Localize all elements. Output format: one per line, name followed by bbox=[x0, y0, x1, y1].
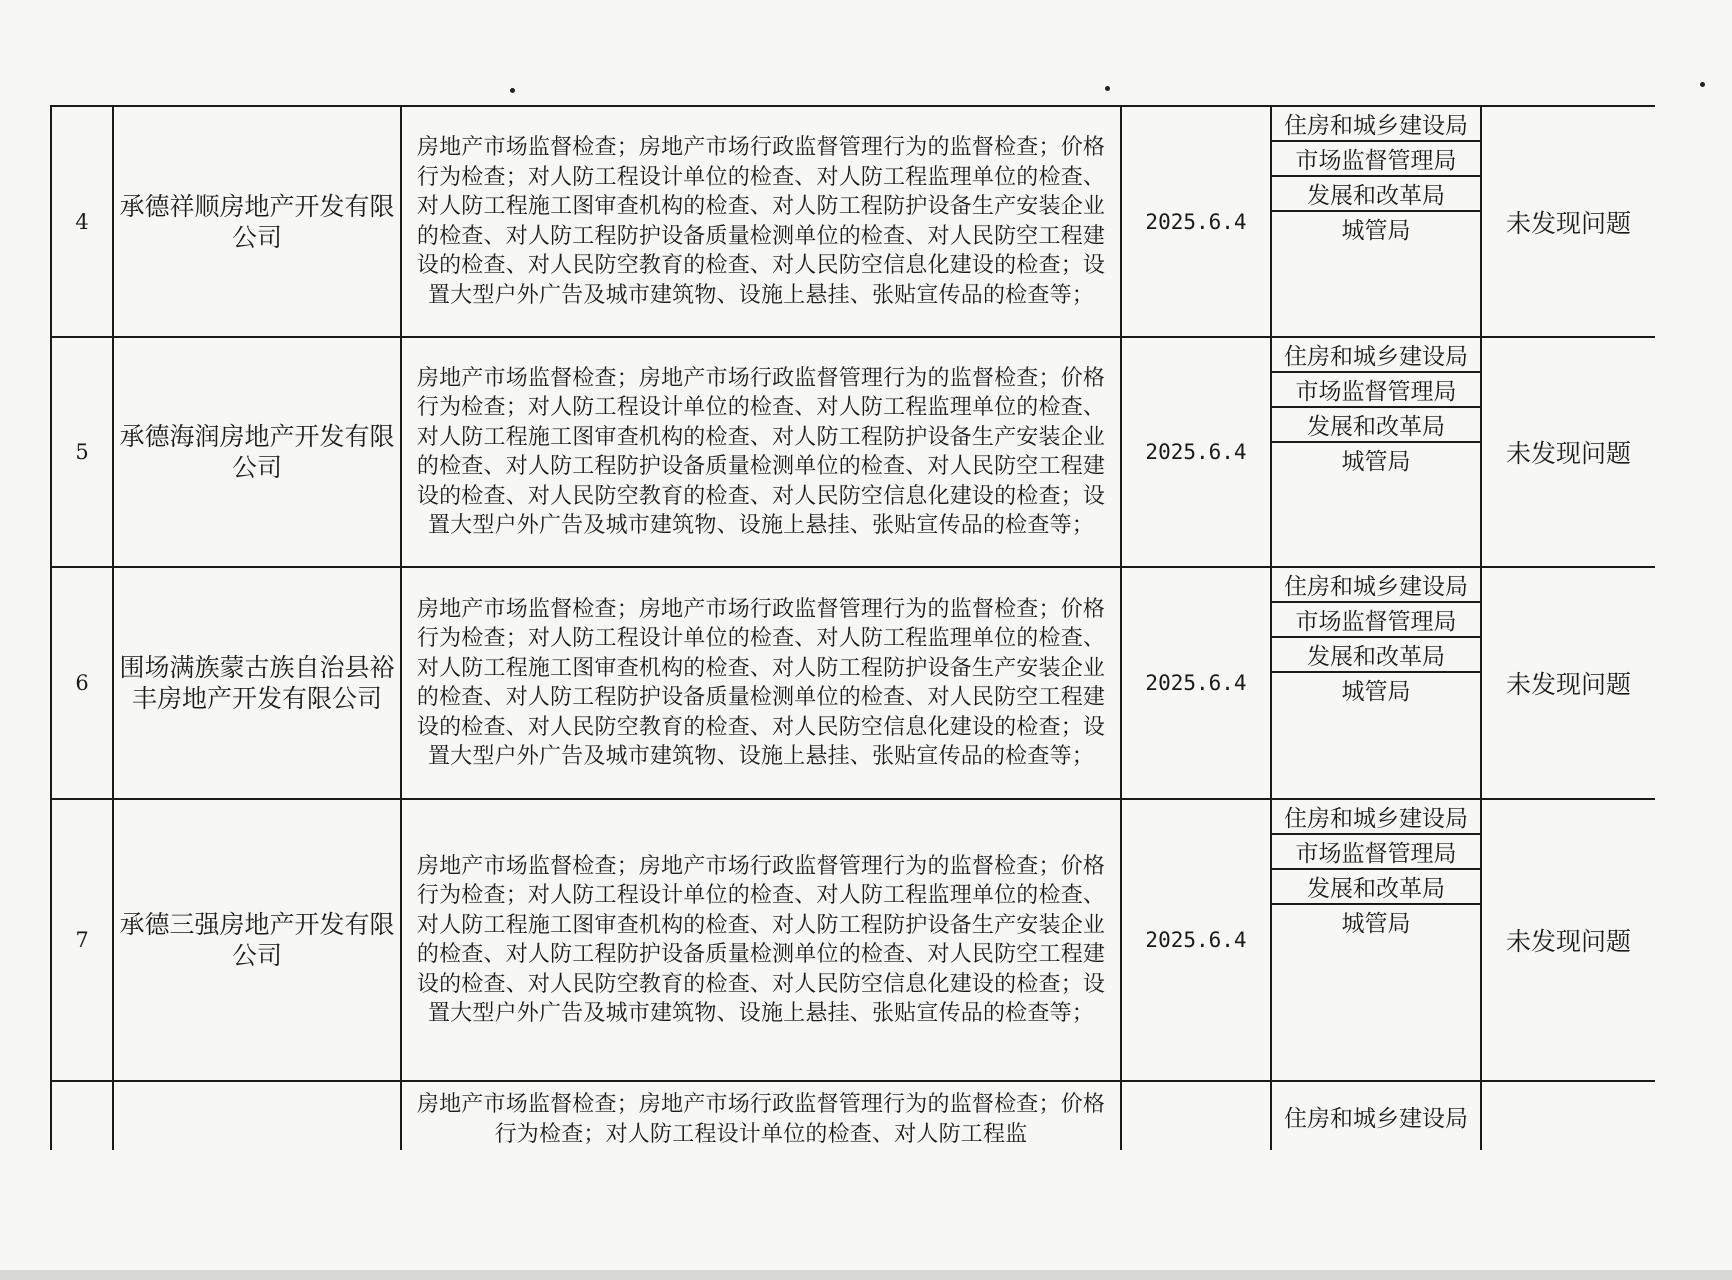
department-list bbox=[1271, 799, 1481, 1081]
department: 市场监督管理局 bbox=[1272, 142, 1480, 177]
row-number: 5 bbox=[51, 337, 113, 567]
table-row bbox=[51, 799, 1655, 1081]
table-row bbox=[51, 567, 1655, 799]
company-name bbox=[113, 1081, 401, 1150]
department: 市场监督管理局 bbox=[1272, 835, 1480, 870]
department: 市场监督管理局 bbox=[1272, 373, 1480, 408]
department-list bbox=[1271, 567, 1481, 799]
company-name: 承德海润房地产开发有限公司 bbox=[113, 337, 401, 567]
department: 市场监督管理局 bbox=[1272, 603, 1480, 638]
row-number bbox=[51, 1081, 113, 1150]
department: 城管局 bbox=[1341, 218, 1411, 244]
inspection-content: 房地产市场监督检查；房地产市场行政监督管理行为的监督检查；价格行为检查；对人防工程设计单位的检查、对人防工程监理单位的检查、对人防工程施工图审查机构的检查、对人防工程防护设备生产安装企业的检查、对人防工程防护设备质量检测单位的检查、对人民防空工程建设的检查、对人民防空教育的检查、对人民防空信息化建设的检查；设置大型户外广告及城市建筑物、设施上悬挂、张贴宣传品的检查等； bbox=[401, 567, 1121, 799]
inspection-content: 房地产市场监督检查；房地产市场行政监督管理行为的监督检查；价格行为检查；对人防工程设计单位的检查、对人防工程监理单位的检查、对人防工程施工图审查机构的检查、对人防工程防护设备生产安装企业的检查、对人防工程防护设备质量检测单位的检查、对人民防空工程建设的检查、对人民防空教育的检查、对人民防空信息化建设的检查；设置大型户外广告及城市建筑物、设施上悬挂、张贴宣传品的检查等； bbox=[401, 106, 1121, 337]
inspection-date: 2025.6.4 bbox=[1121, 799, 1271, 1081]
department: 发展和改革局 bbox=[1272, 408, 1480, 443]
scan-dot bbox=[510, 88, 515, 93]
inspection-result: 未发现问题 bbox=[1481, 799, 1655, 1081]
department: 住房和城乡建设局 bbox=[1272, 107, 1480, 142]
inspection-result: 未发现问题 bbox=[1481, 337, 1655, 567]
department: 住房和城乡建设局 bbox=[1272, 338, 1480, 373]
row-number: 7 bbox=[51, 799, 113, 1081]
department-list bbox=[1271, 1081, 1481, 1150]
department: 住房和城乡建设局 bbox=[1272, 1082, 1480, 1150]
department-list bbox=[1271, 106, 1481, 337]
department: 住房和城乡建设局 bbox=[1272, 568, 1480, 603]
row-number: 6 bbox=[51, 567, 113, 799]
scan-bottom-edge bbox=[0, 1270, 1732, 1280]
inspection-date: 2025.6.4 bbox=[1121, 567, 1271, 799]
row-number: 4 bbox=[51, 106, 113, 337]
department-list bbox=[1271, 337, 1481, 567]
table-row bbox=[51, 1081, 1655, 1150]
inspection-table-sheet bbox=[50, 105, 1655, 1150]
inspection-result: 未发现问题 bbox=[1481, 567, 1655, 799]
inspection-date: 2025.6.4 bbox=[1121, 337, 1271, 567]
department: 城管局 bbox=[1341, 679, 1411, 705]
table-row bbox=[51, 106, 1655, 337]
company-name: 承德祥顺房地产开发有限公司 bbox=[113, 106, 401, 337]
inspection-date bbox=[1121, 1081, 1271, 1150]
department: 住房和城乡建设局 bbox=[1272, 800, 1480, 835]
department: 城管局 bbox=[1341, 911, 1411, 937]
scan-dot bbox=[1105, 86, 1110, 91]
inspection-result bbox=[1481, 1081, 1655, 1150]
table-row bbox=[51, 337, 1655, 567]
inspection-result: 未发现问题 bbox=[1481, 106, 1655, 337]
inspection-content: 房地产市场监督检查；房地产市场行政监督管理行为的监督检查；价格行为检查；对人防工程设计单位的检查、对人防工程监理单位的检查、对人防工程施工图审查机构的检查、对人防工程防护设备生产安装企业的检查、对人防工程防护设备质量检测单位的检查、对人民防空工程建设的检查、对人民防空教育的检查、对人民防空信息化建设的检查；设置大型户外广告及城市建筑物、设施上悬挂、张贴宣传品的检查等； bbox=[401, 799, 1121, 1081]
department: 发展和改革局 bbox=[1272, 870, 1480, 905]
company-name: 围场满族蒙古族自治县裕丰房地产开发有限公司 bbox=[113, 567, 401, 799]
inspection-date: 2025.6.4 bbox=[1121, 106, 1271, 337]
department: 城管局 bbox=[1341, 449, 1411, 475]
inspection-content: 房地产市场监督检查；房地产市场行政监督管理行为的监督检查；价格行为检查；对人防工程设计单位的检查、对人防工程监 bbox=[401, 1081, 1121, 1150]
department: 发展和改革局 bbox=[1272, 638, 1480, 673]
company-name: 承德三强房地产开发有限公司 bbox=[113, 799, 401, 1081]
inspection-content: 房地产市场监督检查；房地产市场行政监督管理行为的监督检查；价格行为检查；对人防工程设计单位的检查、对人防工程监理单位的检查、对人防工程施工图审查机构的检查、对人防工程防护设备生产安装企业的检查、对人防工程防护设备质量检测单位的检查、对人民防空工程建设的检查、对人民防空教育的检查、对人民防空信息化建设的检查；设置大型户外广告及城市建筑物、设施上悬挂、张贴宣传品的检查等； bbox=[401, 337, 1121, 567]
department: 发展和改革局 bbox=[1272, 177, 1480, 212]
inspection-table bbox=[50, 105, 1655, 1150]
scan-dot bbox=[1700, 82, 1705, 87]
